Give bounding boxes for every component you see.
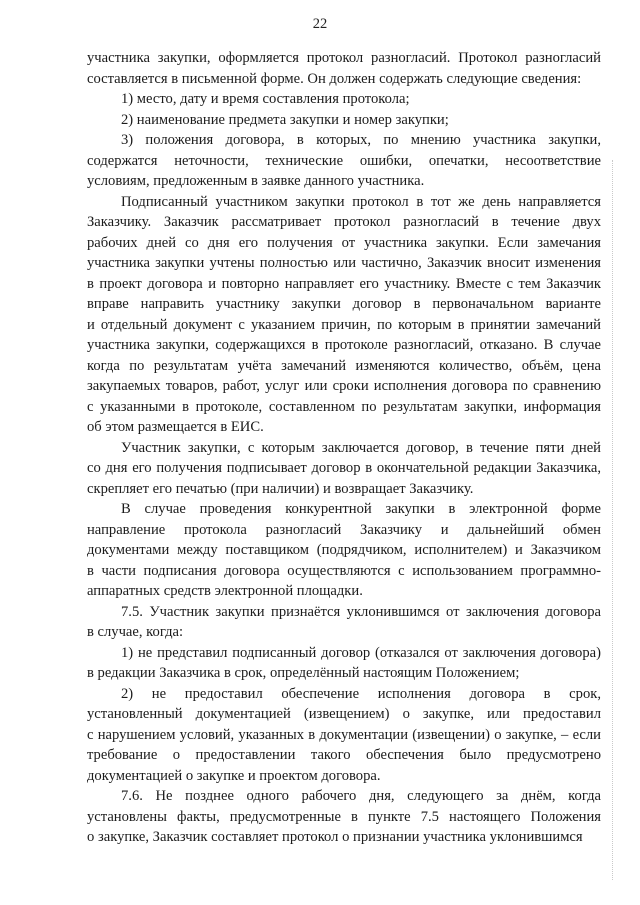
text-line: Заказчику. Заказчик рассматривает протокол разногласий в течение двух (87, 214, 601, 230)
text-line: в редакции Заказчика в срок, определённый настоящим Положением; (87, 665, 520, 681)
text-line: о закупке, Заказчик составляет протокол о признании участника уклонившимся (87, 829, 583, 845)
text-line: когда по результатам учёта замечаний изменяются количество, объём, цена (87, 357, 601, 374)
text-line: 1) место, дату и время составления протокола; (121, 91, 410, 107)
text-line: 3) положения договора, в которых, по мнению участника закупки, (121, 132, 601, 148)
paragraph-signed-protocol (87, 192, 601, 438)
text-line: участника закупки, оформляется протокол разногласий. Протокол разногласий (87, 50, 601, 66)
text-line: рабочих дней со дня его получения от участника закупки. Если замечания (87, 234, 601, 251)
paragraph-item-3 (87, 130, 601, 192)
text-line: с нарушением условий, указанных в документации (извещении) о закупке, – если (87, 726, 601, 743)
text-line: 2) не предоставил обеспечение исполнения договора в срок, (121, 685, 601, 702)
text-line: в проект договора и повторно направляет его участнику. Вместе с тем Заказчик (87, 275, 601, 292)
body-text (87, 48, 601, 848)
paragraph-clause-7-5-item-1 (87, 643, 601, 684)
text-line: Участник закупки, с которым заключается договор, в течение пяти дней (121, 439, 601, 456)
paragraph-clause-7-5-item-2 (87, 684, 601, 787)
text-line: с указанными в протоколе, составленном по результатам закупки, информация (87, 398, 601, 415)
text-line: документацией о закупке и проектом договора. (87, 767, 381, 784)
text-line: документами между поставщиком (подрядчиком, исполнителем) и Заказчиком (87, 542, 601, 558)
text-line: условиям, предложенным в заявке данного участника. (87, 173, 425, 189)
text-line: требование о предоставлении такого обеспечения было предусмотрено (87, 747, 601, 763)
text-line: установлены факты, предусмотренные в пункте 7.5 настоящего Положения (87, 808, 601, 825)
paragraph-participant-signs (87, 438, 601, 500)
text-line: участника закупки, содержащихся в протоколе разногласий, отказано. В случае (87, 337, 601, 353)
text-line: об этом размещается в ЕИС. (87, 419, 264, 435)
text-line: скрепляет его печатью (при наличии) и возвращает Заказчику. (87, 480, 474, 497)
text-line: установленный документацией (извещением) о закупке, или предоставил (87, 706, 601, 722)
paragraph-clause-7-5 (87, 602, 601, 643)
text-line: направление протокола разногласий Заказчику и дальнейший обмен (87, 521, 601, 538)
paragraph-intro-continuation (87, 48, 601, 89)
paragraph-electronic-form (87, 499, 601, 602)
text-line: 1) не представил подписанный договор (отказался от заключения договора) (121, 644, 601, 661)
paragraph-item-1 (87, 89, 601, 110)
text-line: участника закупки учтены полностью или частично, Заказчик вносит изменения (87, 255, 601, 271)
text-line: закупаемых товаров, работ, услуг или сроки исполнения договора по сравнению (87, 378, 601, 394)
paragraph-item-2 (87, 110, 601, 131)
text-line: со дня его получения подписывает договор в окончательной редакции Заказчика, (87, 460, 601, 476)
scan-edge-mark (612, 160, 613, 880)
paragraph-clause-7-6 (87, 786, 601, 848)
page-number: 22 (312, 16, 328, 32)
text-line: 7.6. Не позднее одного рабочего дня, следующего за днём, когда (121, 788, 601, 804)
text-line: в случае, когда: (87, 624, 184, 640)
text-line: 2) наименование предмета закупки и номер закупки; (121, 111, 449, 128)
text-line: В случае проведения конкурентной закупки в электронной форме (121, 501, 601, 517)
text-line: вправе направить участнику закупки договор в первоначальном варианте (87, 296, 601, 312)
text-line: составляется в письменной форме. Он должен содержать следующие сведения: (87, 70, 582, 87)
text-line: и отдельный документ с указанием причин, по которым в принятии замечаний (87, 316, 601, 333)
text-line: 7.5. Участник закупки признаётся уклонившимся от заключения договора (121, 603, 601, 620)
text-line: содержатся неточности, технические ошибки, опечатки, несоответствие (87, 152, 601, 169)
text-line: аппаратных средств электронной площадки. (87, 583, 363, 599)
text-line: в части подписания договора осуществляются с использованием программно- (87, 562, 601, 579)
text-line: Подписанный участником закупки протокол в тот же день направляется (121, 193, 601, 210)
